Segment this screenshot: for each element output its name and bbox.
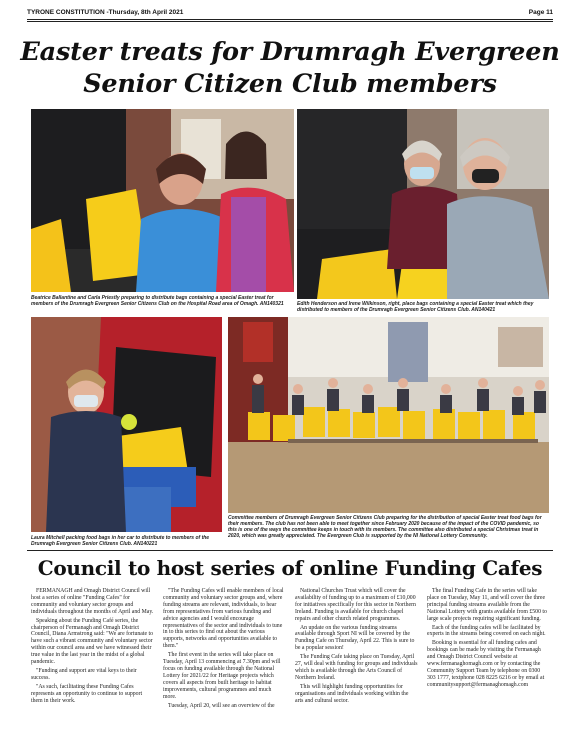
page-number: Page 11 — [528, 9, 553, 16]
paragraph: An update on the various funding streams available through Sport NI will be covered by the Funding Cafe on Thursday, April 22. This is sure to be a popular session! — [295, 624, 415, 652]
headline-line-2: Senior Citizen Club members — [83, 69, 497, 99]
article-column-1 — [31, 588, 154, 707]
article-column-2 — [163, 588, 286, 711]
paragraph: FERMANAGH and Omagh District Council will host a series of online "Funding Cafes" for community and voluntary sector groups and individuals throughout the months of April and May. — [31, 588, 154, 615]
paragraph: Tuesday, April 20, will see an overview of the — [168, 702, 275, 709]
paragraph: The final Funding Cafe in the series will take place on Tuesday, May 11, and will cover the three principal funding streams available from the National Lottery with grants available from £500 to large scale projects requiring significant funding. — [427, 588, 547, 622]
page-header — [27, 6, 553, 18]
photo-beatrice-carla — [31, 109, 294, 292]
headline-line-1: Easter treats for Drumragh Evergreen — [20, 37, 560, 67]
paragraph: The Funding Cafe taking place on Tuesday, April 27, will deal with funding for groups and individuals which is available through the Arts Council of Northern Ireland. — [295, 654, 418, 681]
paragraph: "As such, facilitating these Funding Cafes represents an opportunity to continue to support them in their work. — [31, 683, 143, 704]
photo-3-caption: Laura Mitchell packing food bags in her car to distribute to members of the Drumragh Evergreen Senior Citizens Club. AN140221 — [31, 535, 210, 547]
photo-edith-irene — [297, 109, 549, 299]
article-headline: Council to host series of online Funding Cafes — [37, 556, 543, 580]
paragraph: Booking is essential for all funding cafes and bookings can be made by visiting the Fermanagh and Omagh District Council website at www.fermanaghomagh.com or by contacting the Community Support Team by telephone on 0300 303 1777, textphone 028 8225 6216 or by email at communitysupport@fermanaghomagh.com — [427, 640, 545, 688]
photo-2-caption: Edith Henderson and Irene Wilkinson, right, place bags containing a special Easter treat which they distributed to members of the Drumragh Evergreen Senior Citizens Club. AN140421 — [297, 301, 534, 313]
paragraph: Each of the funding cafes will be facilitated by experts in the streams being covered on each night. — [427, 624, 546, 638]
paragraph: Speaking about the Funding Café series, the chairperson of Fermanagh and Omagh District Council, Diana Armstrong said: "We are fortunate to have such a vibrant community and voluntary sector within our council area and we have witnessed their true value in the last year in the midst of a global pandemic. — [31, 617, 153, 666]
feature-headline — [20, 36, 560, 100]
article-column-3 — [295, 588, 418, 707]
header-rule-2 — [27, 21, 553, 22]
paragraph: "Funding and support are vital keys to their success. — [31, 667, 137, 681]
photo-committee-members — [228, 317, 549, 513]
photo-laura-mitchell — [31, 317, 222, 532]
paragraph: This will highlight funding opportunities for organisations and individuals working within the arts and cultural sector. — [295, 683, 409, 704]
paragraph: "The Funding Cafes will enable members of local community and voluntary sector groups and, where funding streams are relevant, individuals, to hear from representatives from various funding and advice agencies and I would encourage representatives of the sector and individuals to tune in to this series to find out about the various supports, networks and opportunities available to them." — [163, 588, 284, 650]
paragraph: National Churches Trust which will cover the availability of funding up to a maximum of £10,000 for initiatives specifically for this sector in Northern Ireland. Funding is available for church chapel repairs and other church related programmes. — [295, 588, 416, 622]
article-top-rule — [27, 550, 553, 551]
header-rule — [27, 19, 553, 20]
paragraph: The first event in the series will take place on Tuesday, April 13 commencing at 7.30pm and will focus on funding available through the National Lottery for 2021/22 for Heritage projects which covers all aspects from built heritage to habitat improvements, cultural programmes and much more. — [163, 652, 281, 700]
photo-1-caption: Beatrice Ballantine and Carla Priestly preparing to distribute bags containing a special Easter treat for members of the Drumragh Evergreen Senior Citizens Club on the Hospital Road area of Omagh. AN140321 — [31, 295, 284, 307]
photo-4-caption: Committee members of Drumragh Evergreen Senior Citizens Club preparing for the distribution of special Easter treat food bags for their members. The club has not been able to meet together since February 2020 because of the impact of the COVID pandemic, so this is one of the ways the committee keeps in touch with its members. The committee also distributed a special Christmas treat in 2020, which was greatly appreciated. The Evergreen Club is supported by the NI National Lottery Community. — [228, 515, 542, 539]
header-date: TYRONE CONSTITUTION -Thursday, 8th April 2021 — [27, 9, 184, 16]
article-column-4 — [427, 588, 550, 691]
